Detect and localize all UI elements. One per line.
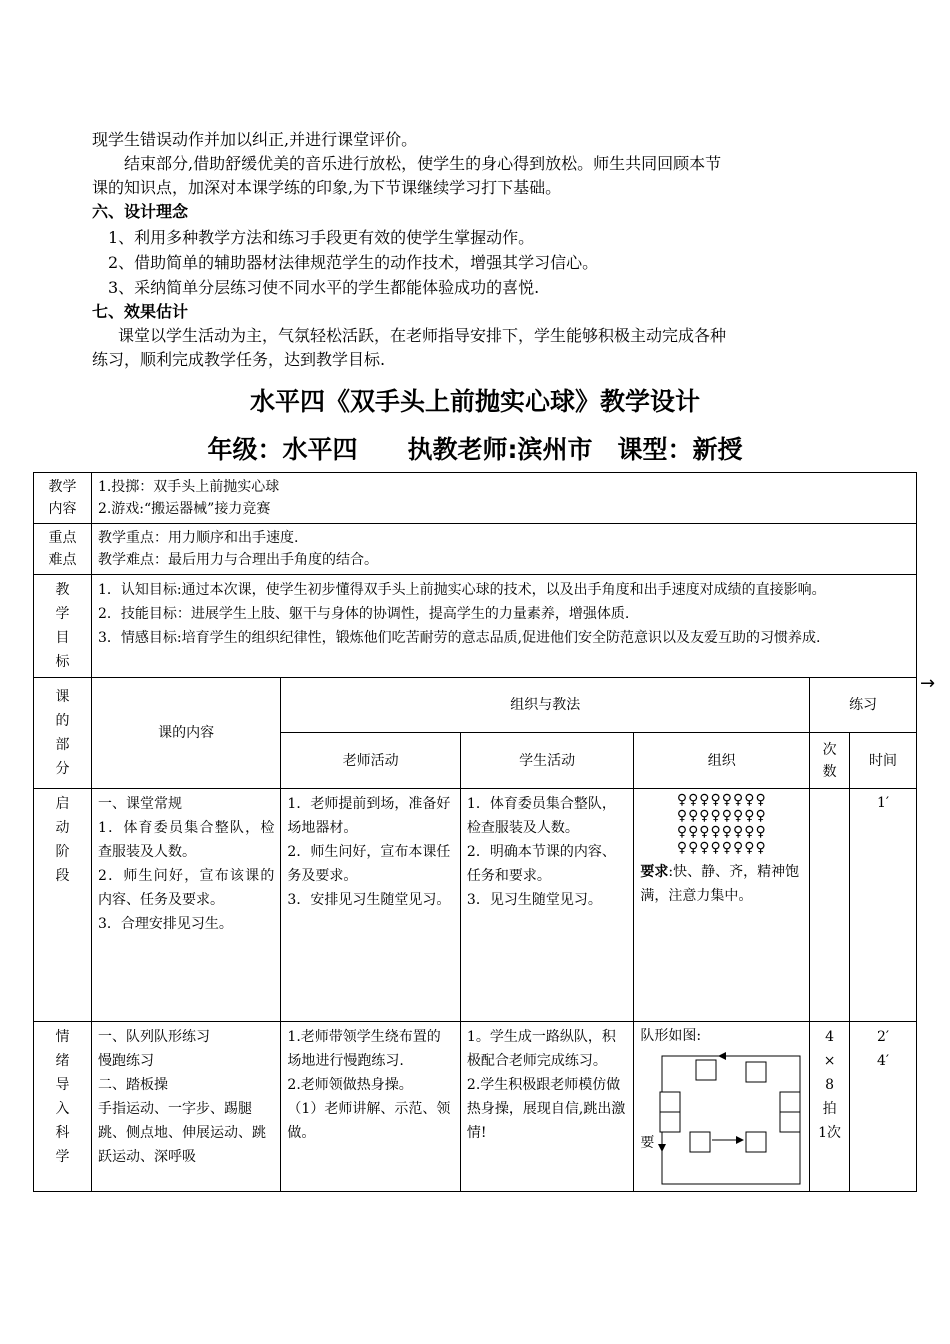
label-key-points: 重点难点 xyxy=(34,524,92,575)
times-emotion-stage: 4 × 8 拍 1次 xyxy=(810,1022,850,1192)
row-emotion-stage xyxy=(34,1022,917,1192)
header-student-activity: 学生活动 xyxy=(460,733,634,789)
subtitle-grade-teacher: 年级：水平四 执教老师:滨州市 课型：新授 xyxy=(207,435,743,464)
effect-line-2: 练习，顺利完成教学任务，达到教学目标. xyxy=(92,350,386,369)
content-item-1: 1.投掷：双手头上前抛实心球 xyxy=(97,479,280,495)
key-point-1: 教学重点：用力顺序和出手速度. xyxy=(97,530,299,546)
concept-item-3: 3、采纳简单分层练习使不同水平的学生都能体验成功的喜悦. xyxy=(108,278,540,297)
teacher-warmup-stage: 1．老师提前到场，准备好场地器材。 2．师生问好，宣布本课任务及要求。 3．安排见习生随堂见习。 xyxy=(281,789,461,1022)
requirement-label: 要求 xyxy=(640,864,669,880)
content-emotion-stage: 一、队列队形练习 慢跑练习 二、踏板操 手指运动、一字步、踢腿跳、侧点地、伸展运动、跳跃运动、深呼吸 xyxy=(91,1022,280,1192)
content-item-2: 2.游戏:“搬运器械”接力竞赛 xyxy=(97,501,271,517)
header-row-1 xyxy=(34,678,917,733)
formation-diagram: ♀♀♀♀♀♀♀♀ ♀♀♀♀♀♀♀♀ ♀♀♀♀♀♀♀♀ ♀♀♀♀♀♀♀♀ xyxy=(676,792,767,856)
header-time: 时间 xyxy=(850,733,917,789)
heading-design-concept: 六、设计理念 xyxy=(92,202,189,221)
key-points-cell xyxy=(91,524,916,575)
organize-emotion-stage xyxy=(634,1022,810,1192)
intro-line-3: 课的知识点，加深对本课学练的印象,为下节课继续学习打下基础。 xyxy=(92,178,562,197)
key-point-2: 教学难点：最后用力与合理出手角度的结合。 xyxy=(97,552,378,568)
time-warmup-stage: 1′ xyxy=(850,789,917,1022)
row-teaching-content xyxy=(34,473,917,524)
figure-requirement: 要 xyxy=(640,1135,655,1151)
intro-line-2: 结束部分,借助舒缓优美的音乐进行放松，使学生的身心得到放松。师生共同回顾本节 xyxy=(124,154,722,173)
header-practice: 练习 xyxy=(810,678,917,733)
time-emotion-stage: 2′ 4′ xyxy=(850,1022,917,1192)
part-emotion-stage: 情绪导入科学 xyxy=(34,1022,92,1192)
header-lesson-content: 课的内容 xyxy=(91,678,280,789)
concept-item-1: 1、利用多种教学方法和练习手段更有效的使学生掌握动作。 xyxy=(108,228,535,247)
header-teacher-activity: 老师活动 xyxy=(281,733,461,789)
intro-line-1: 现学生错误动作并加以纠正,并进行课堂评价。 xyxy=(92,130,418,149)
student-emotion-stage: 1。学生成一路纵队，积极配合老师完成练习。 2.学生积极跟老师模仿做热身操，展现自信,跳出激情! xyxy=(460,1022,634,1192)
header-lesson-part: 课的部分 xyxy=(34,678,92,789)
page-title: 水平四《双手头上前抛实心球》教学设计 xyxy=(249,387,700,416)
row-key-points xyxy=(34,524,917,575)
organize-warmup-stage xyxy=(634,789,810,1022)
teacher-emotion-stage: 1.老师带领学生绕布置的场地进行慢跑练习. 2.老师领做热身操。 （1）老师讲解、示范、领做。 xyxy=(281,1022,461,1192)
header-organization: 组织与教法 xyxy=(281,678,810,733)
concept-item-2: 2、借助简单的辅助器材法律规范学生的动作技术，增强其学习信心。 xyxy=(108,253,599,272)
part-warmup-stage: 启动阶段 xyxy=(34,789,92,1022)
goal-2: 2．技能目标：进展学生上肢、躯干与身体的协调性，提高学生的力量素养，增强体质. xyxy=(97,606,630,622)
content-warmup-stage: 一、课堂常规 1．体育委员集合整队，检查服装及人数。 2．师生问好，宣布该课的内容、任务及要求。 3．合理安排见习生。 xyxy=(91,789,280,1022)
effect-line-1: 课堂以学生活动为主，气氛轻松活跃，在老师指导安排下，学生能够积极主动完成各种 xyxy=(118,326,727,345)
heading-effect-estimate: 七、效果估计 xyxy=(92,302,189,321)
label-teaching-goals: 教学目标 xyxy=(34,575,92,678)
header-times: 次数 xyxy=(810,733,850,789)
teaching-content-cell xyxy=(91,473,916,524)
header-organize: 组织 xyxy=(634,733,810,789)
goal-1: 1．认知目标:通过本次课，使学生初步懂得双手头上前抛实心球的技术，以及出手角度和出手速度对成绩的直接影响。 xyxy=(97,582,826,598)
row-warmup-stage xyxy=(34,789,917,1022)
continue-arrow-icon: → xyxy=(920,673,936,694)
label-teaching-content: 教学内容 xyxy=(34,473,92,524)
lesson-plan-table xyxy=(33,472,917,1192)
teaching-goals-cell xyxy=(91,575,916,678)
student-warmup-stage: 1．体育委员集合整队，检查服装及人数。 2．明确本节课的内容、任务和要求。 3．见习生随堂见习。 xyxy=(460,789,634,1022)
requirement-text: :快、静、齐，精神饱满，注意力集中。 xyxy=(640,864,800,904)
times-warmup-stage xyxy=(810,789,850,1022)
goal-3: 3．情感目标:培育学生的组织纪律性，锻炼他们吃苦耐劳的意志品质,促进他们安全防范意识以及友爱互助的习惯养成. xyxy=(97,630,821,646)
figure-label: 队形如图: xyxy=(640,1028,702,1044)
row-teaching-goals xyxy=(34,575,917,678)
running-route-diagram xyxy=(634,1022,810,1192)
